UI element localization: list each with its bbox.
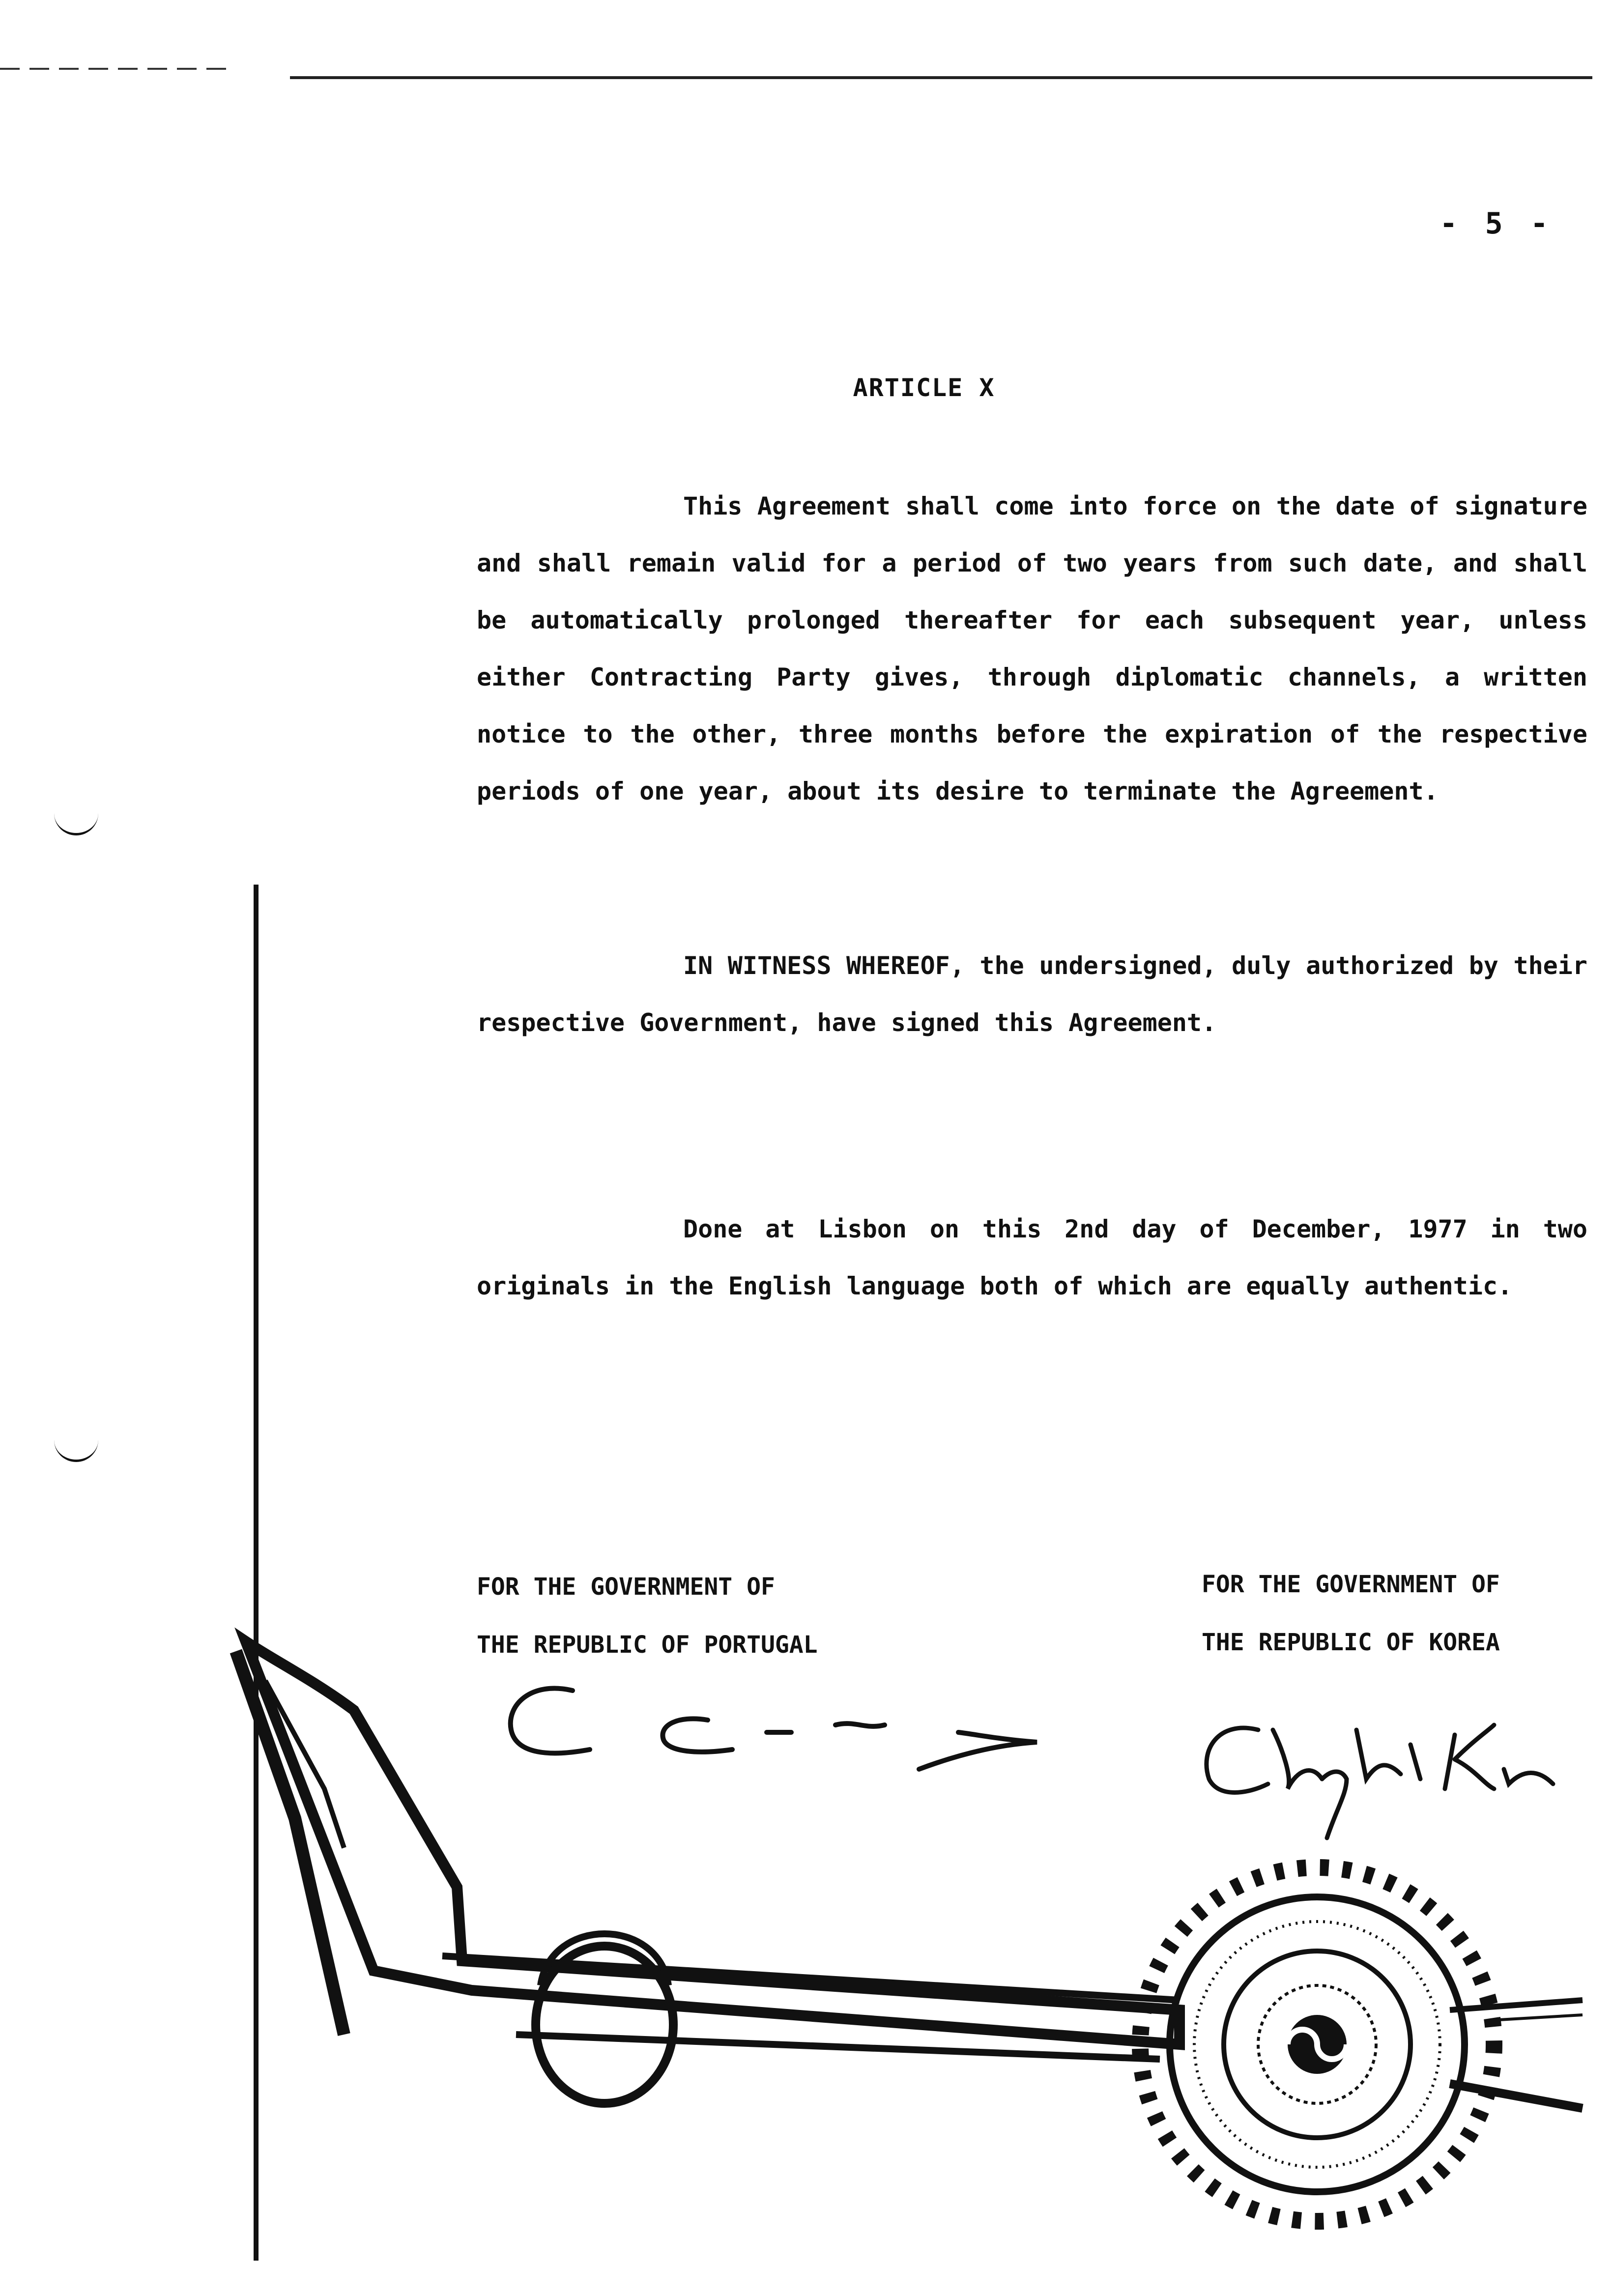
signatory-line: THE REPUBLIC OF PORTUGAL bbox=[477, 1631, 818, 1659]
page-number: - 5 - bbox=[1439, 206, 1553, 241]
signatory-line: THE REPUBLIC OF KOREA bbox=[1202, 1629, 1500, 1656]
article-heading: ARTICLE X bbox=[853, 373, 995, 402]
paragraph-witness: IN WITNESS WHEREOF, the undersigned, duly authorized by their respective Government, have signed this Agreement. bbox=[477, 951, 1587, 1037]
signature-portugal-icon bbox=[511, 1688, 1037, 1769]
wax-seal-icon bbox=[536, 1934, 673, 2103]
official-seal-icon bbox=[1140, 1867, 1494, 2221]
signature-korea-icon bbox=[1207, 1725, 1553, 1838]
signatory-line: FOR THE GOVERNMENT OF bbox=[477, 1573, 775, 1601]
paragraph-done-at: Done at Lisbon on this 2nd day of December, 1977 in two originals in the English language both of which are equally authentic. bbox=[477, 1215, 1587, 1300]
paragraph-entry-into-force: This Agreement shall come into force on the date of signature and shall remain valid for a period of two years from such date, and shall be automatically prolonged thereafter for each subsequent year, unless either Contracting Party gives, through diplomatic channels, a written notice to the other, three months before the expiration of the respective periods of one year, about its desire to terminate the Agreement. bbox=[477, 492, 1587, 805]
ribbon-icon bbox=[236, 1641, 1583, 2108]
signatory-line: FOR THE GOVERNMENT OF bbox=[1202, 1571, 1500, 1598]
